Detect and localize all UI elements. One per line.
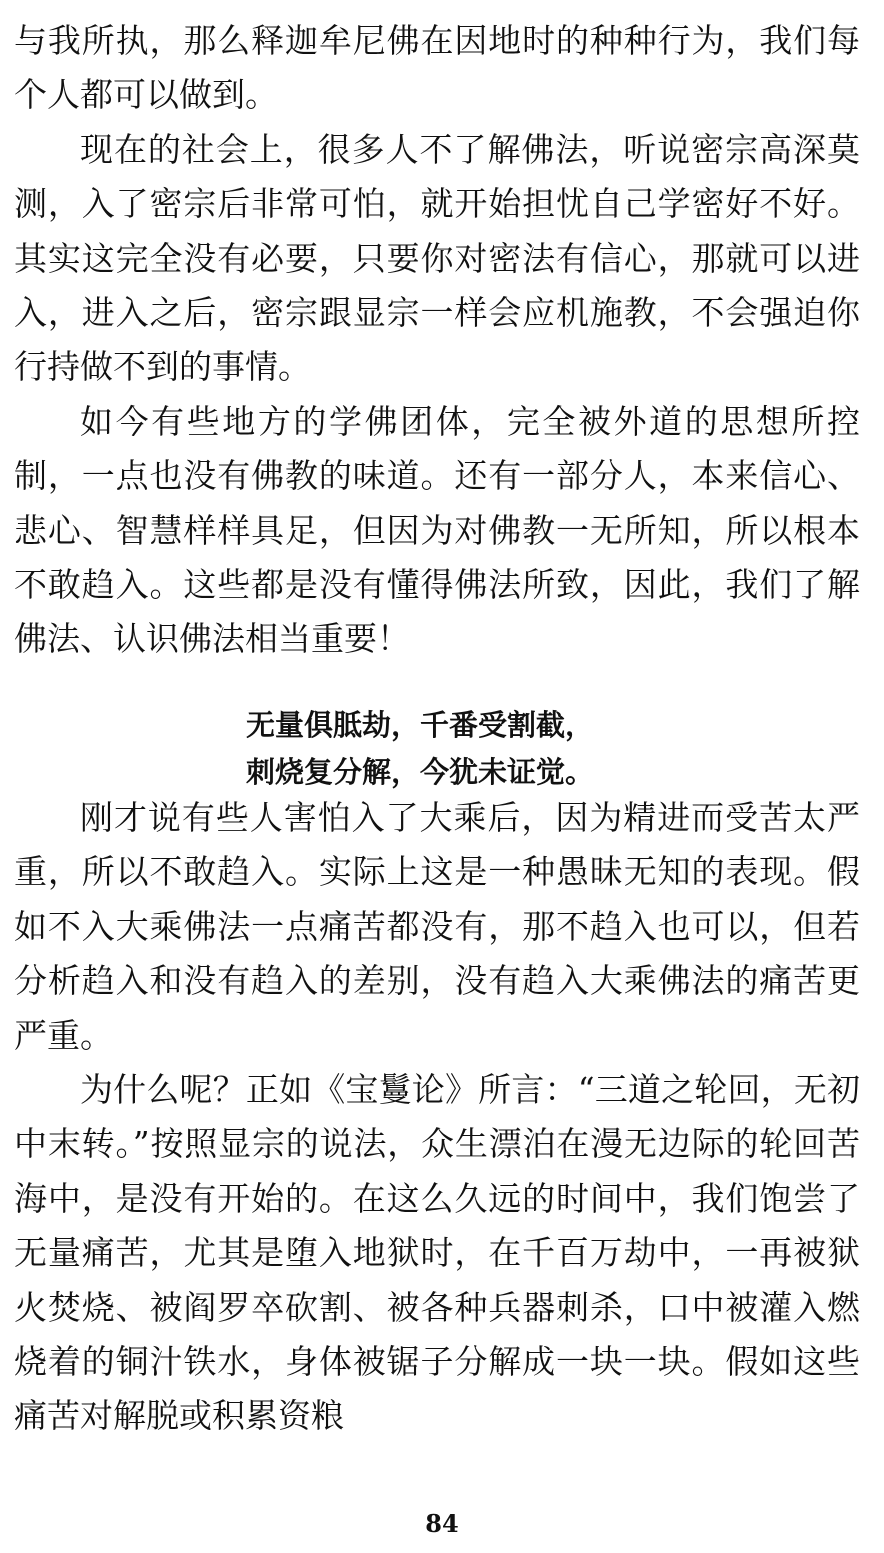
verse-line-2: 刺烧复分解，今犹未证觉。 [246,755,595,789]
body-text-upper [14,14,860,667]
paragraph-mahayana-fear: 刚才说有些人害怕入了大乘后，因为精进而受苦太严重，所以不敢趋入。实际上这是一种愚昧无知的表现。假如不入大乘佛法一点痛苦都没有，那不趋入也可以，但若分析趋入和没有趋入的差别，没有趋入大乘佛法的痛苦更严重。 [14,798,860,1055]
paragraph-samsara-suffering: 为什么呢？正如《宝鬘论》所言：“三道之轮回，无初中末转。”按照显宗的说法，众生漂泊在漫无边际的轮回苦海中，是没有开始的。在这么久远的时间中，我们饱尝了无量痛苦，尤其是堕入地狱时，在千百万劫中，一再被狱火焚烧、被阎罗卒砍割、被各种兵器刺杀，口中被灌入燃烧着的铜汁铁水，身体被锯子分解成一块一块。假如这些痛苦对解脱或积累资粮 [14,1070,860,1436]
paragraph-buddhist-groups: 如今有些地方的学佛团体，完全被外道的思想所控制，一点也没有佛教的味道。还有一部分人，本来信心、悲心、智慧样样具足，但因为对佛教一无所知，所以根本不敢趋入。这些都是没有懂得佛法所致，因此，我们了解佛法、认识佛法相当重要！ [14,401,860,659]
paragraph-continuation: 与我所执，那么释迦牟尼佛在因地时的种种行为，我们每个人都可以做到。 [14,21,860,115]
verse-quote [246,702,686,796]
verse-line-1: 无量俱胝劫，千番受割截， [246,708,595,742]
page-number: 84 [425,1509,459,1538]
body-text-lower [14,791,860,1444]
paragraph-tantra-fear: 现在的社会上，很多人不了解佛法，听说密宗高深莫测，入了密宗后非常可怕，就开始担忧自己学密好不好。其实这完全没有必要，只要你对密法有信心，那就可以进入，进入之后，密宗跟显宗一样会应机施教，不会强迫你行持做不到的事情。 [14,129,860,387]
